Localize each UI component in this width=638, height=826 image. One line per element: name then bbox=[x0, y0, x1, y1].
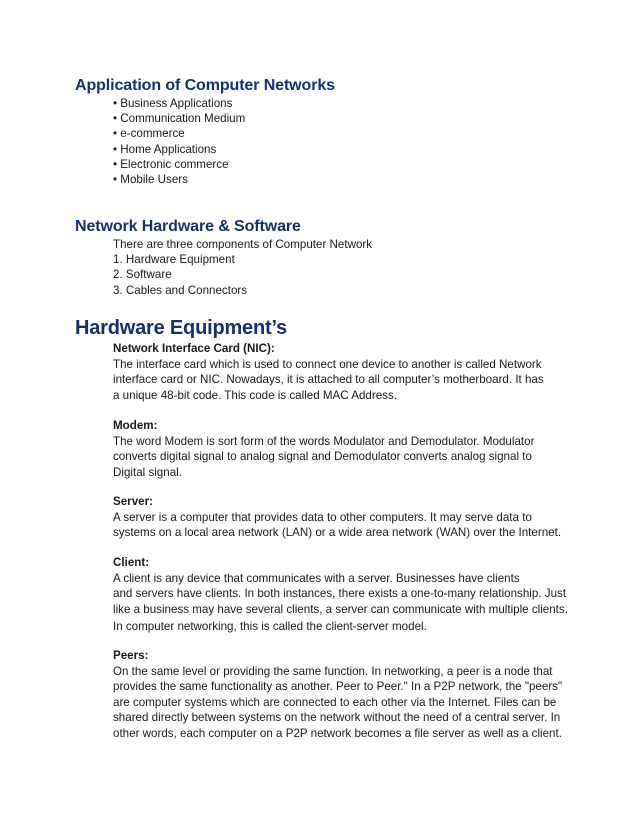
list-item: • Mobile Users bbox=[113, 173, 188, 187]
list-item: 3. Cables and Connectors bbox=[113, 283, 248, 297]
components-intro: There are three components of Computer Network bbox=[113, 238, 373, 251]
section-title-applications: Application of Computer Networks bbox=[75, 77, 335, 94]
entry-server bbox=[113, 494, 573, 541]
list-item: • Business Applications bbox=[113, 97, 233, 110]
entry-heading: Client: bbox=[113, 556, 150, 569]
entry-line: interface card or NIC. Nowadays, it is attached to all computer’s motherboard. It has bbox=[113, 373, 544, 386]
list-item: • Electronic commerce bbox=[113, 157, 229, 171]
entry-line: other words, each computer on a P2P network becomes a file server as well as a client. bbox=[113, 726, 562, 740]
entry-heading: Modem: bbox=[113, 419, 158, 432]
entry-line: The interface card which is used to connect one device to another is called Network bbox=[113, 357, 542, 371]
list-item: • Home Applications bbox=[113, 142, 217, 156]
entry-line: A client is any device that communicates with a server. Businesses have clients bbox=[113, 571, 520, 585]
entry-heading: Peers: bbox=[113, 649, 149, 662]
entry-modem bbox=[113, 418, 573, 480]
list-item: 1. Hardware Equipment bbox=[113, 253, 235, 267]
entry-line: and servers have clients. In both instances, there exists a one-to-many relationship. Just bbox=[113, 587, 567, 600]
components-list bbox=[113, 237, 573, 298]
entry-line: A server is a computer that provides data to other computers. It may serve data to bbox=[113, 510, 532, 524]
applications-list bbox=[113, 96, 573, 187]
entry-line: provides the same functionality as another. Peer to Peer." In a P2P network, the "peers" bbox=[113, 680, 563, 693]
entry-line: On the same level or providing the same function. In networking, a peer is a node that bbox=[113, 664, 553, 678]
entry-line: like a business may have several clients, a server can communicate with multiple clients. bbox=[113, 602, 568, 616]
entry-line: systems on a local area network (LAN) or a wide area network (WAN) over the Internet. bbox=[113, 526, 562, 539]
list-item: • e-commerce bbox=[113, 127, 185, 141]
entry-line: The word Modem is sort form of the words Modulator and Demodulator. Modulator bbox=[113, 434, 535, 448]
entry-line: are computer systems which are connected to each other via the Internet. Files can be bbox=[113, 695, 557, 709]
entry-heading: Network Interface Card (NIC): bbox=[113, 342, 275, 355]
entry-line: converts digital signal to analog signal and Demodulator converts analog signal to bbox=[113, 450, 532, 463]
entry-line: a unique 48-bit code. This code is called MAC Address. bbox=[113, 388, 397, 402]
entry-line: In computer networking, this is called the client-server model. bbox=[113, 620, 427, 633]
entry-heading: Server: bbox=[113, 495, 153, 508]
entry-nic bbox=[113, 341, 573, 403]
entry-client bbox=[113, 555, 573, 635]
list-item: 2. Software bbox=[113, 268, 172, 282]
entry-line: shared directly between systems on the network without the need of a central server. In bbox=[113, 711, 561, 724]
entry-peers bbox=[113, 648, 573, 741]
section-title-hardware-equipment: Hardware Equipment’s bbox=[75, 317, 287, 339]
entry-line: Digital signal. bbox=[113, 465, 182, 479]
list-item: • Communication Medium bbox=[113, 112, 246, 126]
section-title-hardware-software: Network Hardware & Software bbox=[75, 218, 301, 235]
